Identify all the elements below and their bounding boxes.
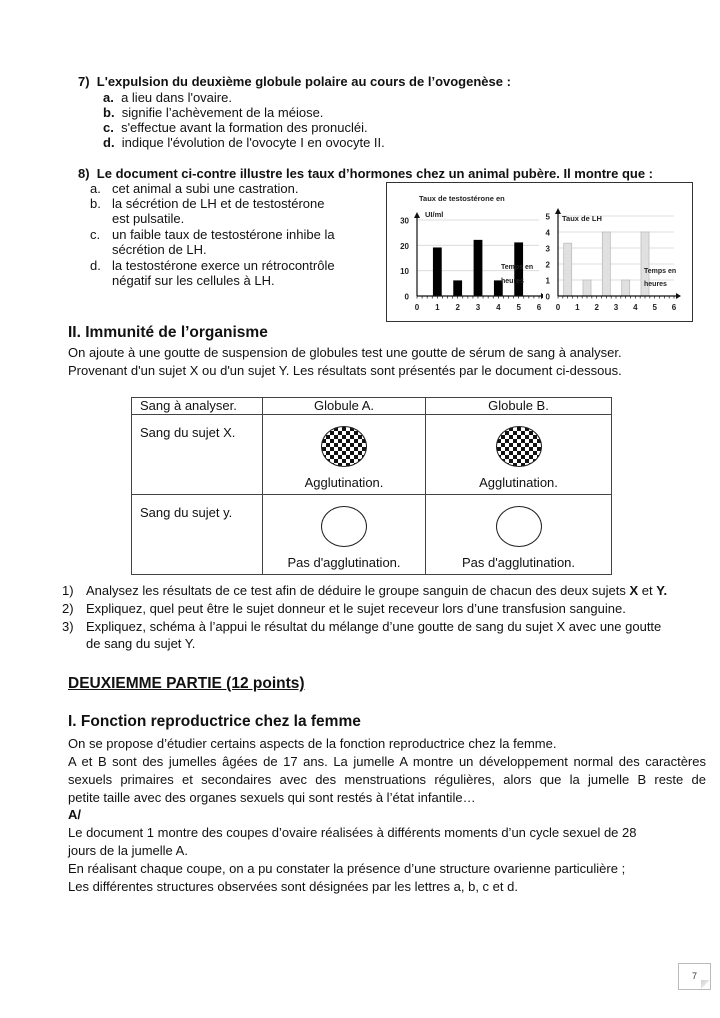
svg-text:4: 4: [545, 228, 550, 238]
cell-y-globule-b: [426, 495, 612, 575]
lh-chart: [542, 183, 692, 321]
svg-text:1: 1: [545, 276, 550, 286]
svg-text:heures: heures: [644, 281, 667, 288]
svg-text:Temps en: Temps en: [644, 268, 677, 275]
page-number: 7: [691, 971, 697, 981]
svg-text:Temps en: Temps en: [501, 264, 534, 271]
svg-text:5: 5: [652, 303, 657, 312]
agglutinated-drop-icon: [321, 426, 367, 467]
q7-option-b: b. signifie l’achèvement de la méiose.: [103, 105, 324, 120]
svg-text:4: 4: [496, 303, 501, 312]
q8-title-text: Le document ci-contre illustre les taux d’hormones chez un animal pubère. Il montre que :: [96, 166, 654, 181]
svg-text:0: 0: [414, 303, 420, 312]
result-caption: Pas d'agglutination.: [287, 555, 401, 570]
svg-text:10: 10: [400, 267, 409, 277]
immunite-question-3: 3) Expliquez, schéma à l’appui le résultat du mélange d’une goutte de sang du sujet X avec une goutte: [62, 619, 662, 634]
q8-option-d-text: la testostérone exerce un rétrocontrôle: [112, 258, 335, 273]
svg-text:Taux de testostérone en: Taux de testostérone en: [419, 194, 505, 203]
q7-title-text: L'expulsion du deuxième globule polaire au cours de l’ovogenèse :: [96, 74, 511, 89]
agglutinated-drop-icon: [496, 426, 542, 467]
hormone-charts-figure: [386, 182, 693, 322]
svg-text:0: 0: [555, 303, 561, 312]
page-number-badge: [678, 963, 711, 990]
header-globule-a: Globule A.: [263, 398, 426, 415]
q8-option-a: a.: [90, 181, 101, 196]
svg-text:1: 1: [575, 303, 580, 312]
agglutination-table: [131, 397, 612, 575]
svg-text:3: 3: [545, 244, 550, 254]
immunite-question-1: 1) Analysez les résultats de ce test afin de déduire le groupe sanguin de chacun des deux sujets X et Y.: [62, 583, 668, 598]
immunite-intro-2: Provenant d'un sujet X ou d'un sujet Y. Les résultats sont présentés par le document ci-dessous.: [68, 363, 622, 378]
part2-paragraph-3-line-1: Le document 1 montre des coupes d’ovaire réalisées à différents moments d’un cycle sexuel de 28: [68, 825, 637, 840]
svg-text:2: 2: [594, 303, 599, 312]
q8-option-c-text: un faible taux de testostérone inhibe la: [112, 227, 335, 242]
svg-text:20: 20: [400, 241, 409, 251]
part2-paragraph-2-line-3: petite taille avec des organes sexuels qui sont restés à l’état infantile…: [68, 790, 476, 805]
q7-option-c: c. s'effectue avant la formation des pronucléi.: [103, 120, 368, 135]
svg-text:Taux de LH: Taux de LH: [562, 214, 602, 223]
q8-title: [78, 166, 653, 181]
part2-subpart-a: A/: [68, 807, 81, 822]
table-row: [132, 495, 612, 575]
row-label-x: Sang du sujet X.: [132, 415, 263, 495]
part2-paragraph-1: On se propose d’étudier certains aspects de la fonction reproductrice chez la femme.: [68, 736, 557, 751]
svg-text:30: 30: [400, 216, 409, 226]
q8-number: 8): [78, 166, 90, 181]
q7-option-a: a. a lieu dans l'ovaire.: [103, 90, 232, 105]
svg-text:3: 3: [613, 303, 619, 312]
q8-option-b: b.: [90, 196, 101, 211]
part2-paragraph-3-line-3: En réalisant chaque coupe, on a pu constater la présence d’une structure ovarienne particulière ;: [68, 861, 626, 876]
svg-text:5: 5: [545, 212, 550, 222]
immunite-question-3-cont: de sang du sujet Y.: [86, 636, 196, 651]
clear-drop-icon: [321, 506, 367, 547]
table-header-row: [132, 398, 612, 415]
svg-text:2: 2: [545, 260, 550, 270]
header-globule-b: Globule B.: [426, 398, 612, 415]
page-curl-icon: [701, 980, 710, 989]
q8-option-a-text: cet animal a subi une castration.: [112, 181, 299, 196]
part2-paragraph-3-line-4: Les différentes structures observées sont désignées par les lettres a, b, c et d.: [68, 879, 518, 894]
q8-option-d: d.: [90, 258, 101, 273]
svg-text:6: 6: [536, 303, 542, 312]
clear-drop-icon: [496, 506, 542, 547]
svg-text:5: 5: [516, 303, 521, 312]
immunite-intro-1: On ajoute à une goutte de suspension de globules test une goutte de sérum de sang à analyser.: [68, 345, 622, 360]
part2-paragraph-2-line-1: A et B sont des jumelles âgées de 17 ans. La jumelle A montre un développement normal des caractères: [68, 754, 706, 769]
result-caption: Pas d'agglutination.: [461, 555, 576, 570]
svg-text:UI/ml: UI/ml: [425, 210, 444, 219]
q8-option-c: c.: [90, 227, 101, 242]
svg-text:6: 6: [671, 303, 677, 312]
q8-option-d-text-2: négatif sur les cellules à LH.: [112, 273, 275, 288]
svg-text:heures: heures: [501, 278, 524, 285]
svg-text:0: 0: [545, 292, 550, 302]
result-caption: Agglutination.: [479, 475, 558, 490]
result-caption: Agglutination.: [304, 475, 384, 490]
q7-option-d: d. indique l'évolution de l'ovocyte I en ovocyte II.: [103, 135, 385, 150]
cell-x-globule-b: [426, 415, 612, 495]
svg-text:3: 3: [475, 303, 481, 312]
part2-paragraph-2-line-2: sexuels primaires et secondaires avec des menstruations régulières, alors que la jumelle B reste de: [68, 772, 706, 787]
svg-text:0: 0: [404, 292, 409, 302]
table-row: [132, 415, 612, 495]
cell-x-globule-a: [263, 415, 426, 495]
q8-option-b-text: la sécrétion de LH et de testostérone: [112, 196, 325, 211]
q7-title: [78, 74, 511, 89]
svg-text:4: 4: [633, 303, 638, 312]
testosterone-chart: [391, 183, 543, 321]
row-label-y: Sang du sujet y.: [132, 495, 263, 575]
q8-option-c-text-2: sécrétion de LH.: [112, 242, 207, 257]
svg-text:2: 2: [455, 303, 460, 312]
part2-paragraph-3-line-2: jours de la jumelle A.: [68, 843, 188, 858]
q7-number: 7): [78, 74, 90, 89]
header-sang: Sang à analyser.: [132, 398, 263, 415]
svg-text:1: 1: [435, 303, 440, 312]
q8-option-b-text-2: est pulsatile.: [112, 211, 185, 226]
immunite-question-2: 2) Expliquez, quel peut être le sujet donneur et le sujet receveur lors d’une transfusion sanguine.: [62, 601, 626, 616]
part2-title: DEUXIEMME PARTIE (12 points): [68, 675, 305, 692]
section-immunite-title: II. Immunité de l’organisme: [68, 324, 268, 341]
part2-section-title: I. Fonction reproductrice chez la femme: [68, 713, 361, 730]
cell-y-globule-a: [263, 495, 426, 575]
